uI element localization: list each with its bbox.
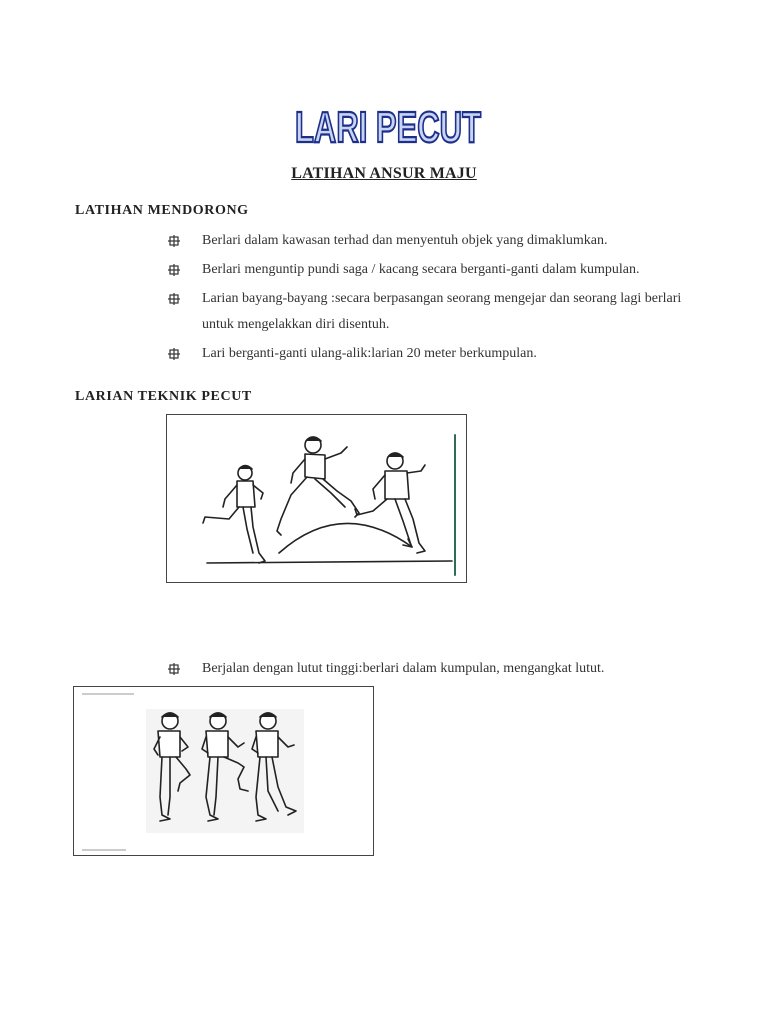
subtitle: LATIHAN ANSUR MAJU — [291, 165, 477, 182]
bullet-icon — [168, 264, 180, 276]
bullet-icon — [168, 293, 180, 305]
page-title: LARI PECUT — [295, 103, 482, 152]
list-item-text: Larian bayang-bayang :secara berpasangan seorang mengejar dan seorang lagi berlari untuk mengelakkan diri disentuh. — [202, 291, 682, 332]
high-knee-figure — [73, 686, 374, 856]
runner-icon — [277, 437, 359, 535]
sprint-technique-figure — [166, 414, 467, 583]
list-item-text: Lari berganti-ganti ulang-alik:larian 20 meter berkumpulan. — [202, 346, 537, 361]
list-item — [168, 286, 708, 338]
runner-icon — [355, 453, 425, 553]
list-item-text: Berlari menguntip pundi saga / kacang secara berganti-ganti dalam kumpulan. — [202, 262, 640, 277]
bullet-icon — [168, 235, 180, 247]
list-item — [168, 257, 708, 283]
title-wordart — [288, 100, 488, 150]
bullet-icon — [168, 663, 180, 675]
section-heading-teknik-pecut: LARIAN TEKNIK PECUT — [75, 389, 252, 404]
list-item-text: Berlari dalam kawasan terhad dan menyentuh objek yang dimaklumkan. — [202, 233, 608, 248]
list-item — [168, 341, 708, 367]
section-heading-mendorong: LATIHAN MENDORONG — [75, 203, 249, 218]
bullet-icon — [168, 348, 180, 360]
sprint-technique-illustration — [167, 415, 466, 582]
list-item-text: Berjalan dengan lutut tinggi:berlari dalam kumpulan, mengangkat lutut. — [202, 661, 605, 676]
list-item — [168, 228, 708, 254]
runner-icon — [203, 466, 265, 564]
high-knee-walk-illustration — [74, 687, 373, 855]
list-item — [168, 656, 708, 682]
